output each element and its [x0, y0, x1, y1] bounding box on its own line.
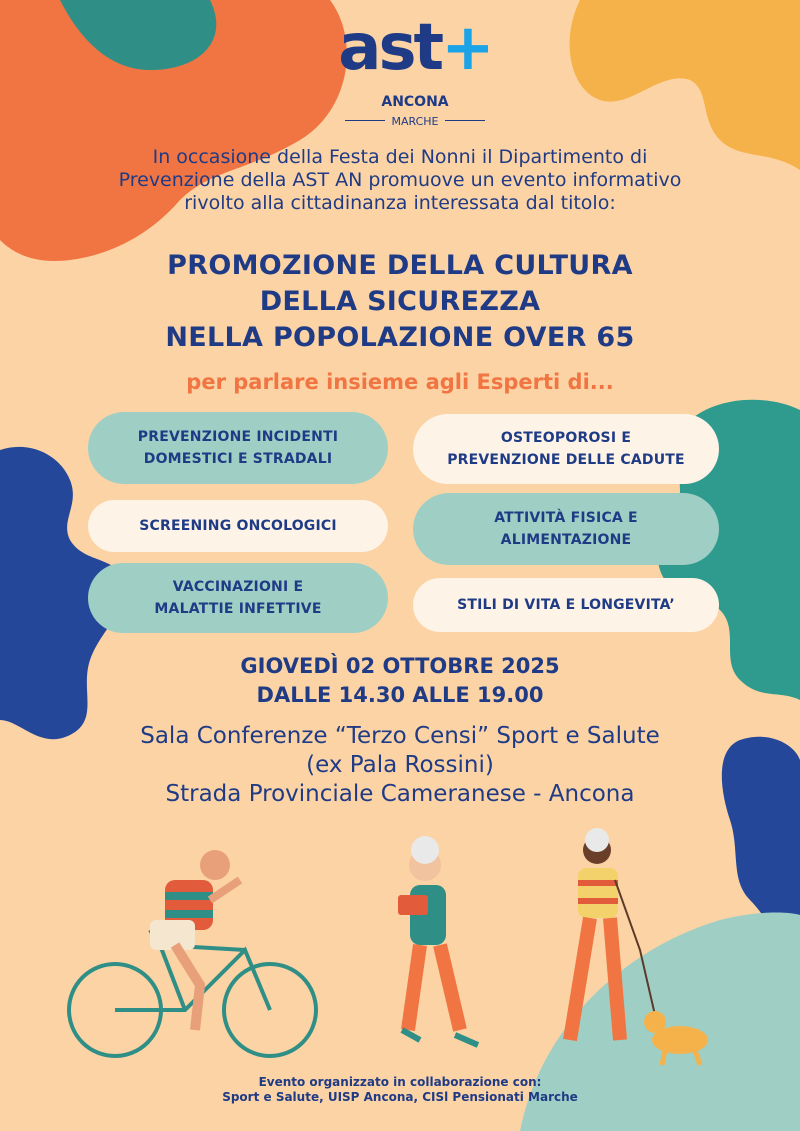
logo-brand-text: ast	[338, 11, 442, 85]
topic-line: VACCINAZIONI E	[172, 579, 304, 595]
event-title	[40, 248, 760, 356]
organizers-footer	[100, 1075, 700, 1105]
intro-line: Prevenzione della AST AN promuove un evento informativo	[118, 169, 682, 191]
yellow-flower-shape	[570, 0, 800, 170]
logo-wordmark	[330, 11, 500, 85]
intro-line: rivolto alla cittadinanza interessata dal titolo:	[184, 192, 616, 214]
topic-line: DOMESTICI E STRADALI	[143, 451, 333, 467]
logo-region: MARCHE	[391, 115, 439, 128]
title-line: DELLA SICUREZZA	[259, 286, 541, 317]
topic-line: OSTEOPOROSI E	[500, 430, 632, 446]
logo-city: ANCONA	[381, 94, 449, 110]
event-date: GIOVEDÌ 02 OTTOBRE 2025	[240, 654, 560, 678]
event-venue	[40, 722, 760, 809]
logo-rule-left	[345, 120, 385, 121]
topic-line: ATTIVITÀ FISICA E	[494, 510, 638, 526]
logo-rule-right	[445, 120, 485, 121]
event-time: DALLE 14.30 ALLE 19.00	[256, 683, 544, 707]
topic-pill	[88, 500, 388, 552]
venue-line: Strada Provinciale Cameranese - Ancona	[165, 781, 635, 807]
topic-pill	[88, 412, 388, 484]
plus-icon: +	[441, 11, 492, 85]
topic-line: MALATTIE INFETTIVE	[154, 601, 322, 617]
topic-pill	[413, 578, 719, 632]
topic-pill	[413, 414, 719, 484]
topic-line: PREVENZIONE INCIDENTI	[137, 429, 339, 445]
intro-line: In occasione della Festa dei Nonni il Dipartimento di	[152, 146, 648, 168]
title-line: NELLA POPOLAZIONE OVER 65	[165, 322, 635, 353]
topic-line: ALIMENTAZIONE	[500, 532, 632, 548]
intro-paragraph	[40, 146, 760, 215]
event-datetime	[40, 652, 760, 710]
ast-logo	[330, 11, 500, 136]
topic-line: PREVENZIONE DELLE CADUTE	[447, 452, 685, 468]
footer-line: Sport e Salute, UISP Ancona, CISl Pensionati Marche	[222, 1090, 578, 1104]
venue-line: Sala Conferenze “Terzo Censi” Sport e Salute	[140, 723, 660, 749]
woman-illustration	[398, 836, 478, 1045]
logo-region-row	[330, 110, 500, 129]
topic-pill	[413, 493, 719, 565]
topic-pill	[88, 563, 388, 633]
topic-line: STILI DI VITA E LONGEVITA’	[457, 597, 675, 613]
footer-line: Evento organizzato in collaborazione con:	[258, 1075, 542, 1089]
subtitle: per parlare insieme agli Esperti di...	[186, 370, 614, 394]
cyclist-illustration	[69, 850, 316, 1056]
venue-line: (ex Pala Rossini)	[306, 752, 494, 778]
topic-line: SCREENING ONCOLOGICI	[139, 518, 337, 534]
title-line: PROMOZIONE DELLA CULTURA	[167, 250, 633, 281]
